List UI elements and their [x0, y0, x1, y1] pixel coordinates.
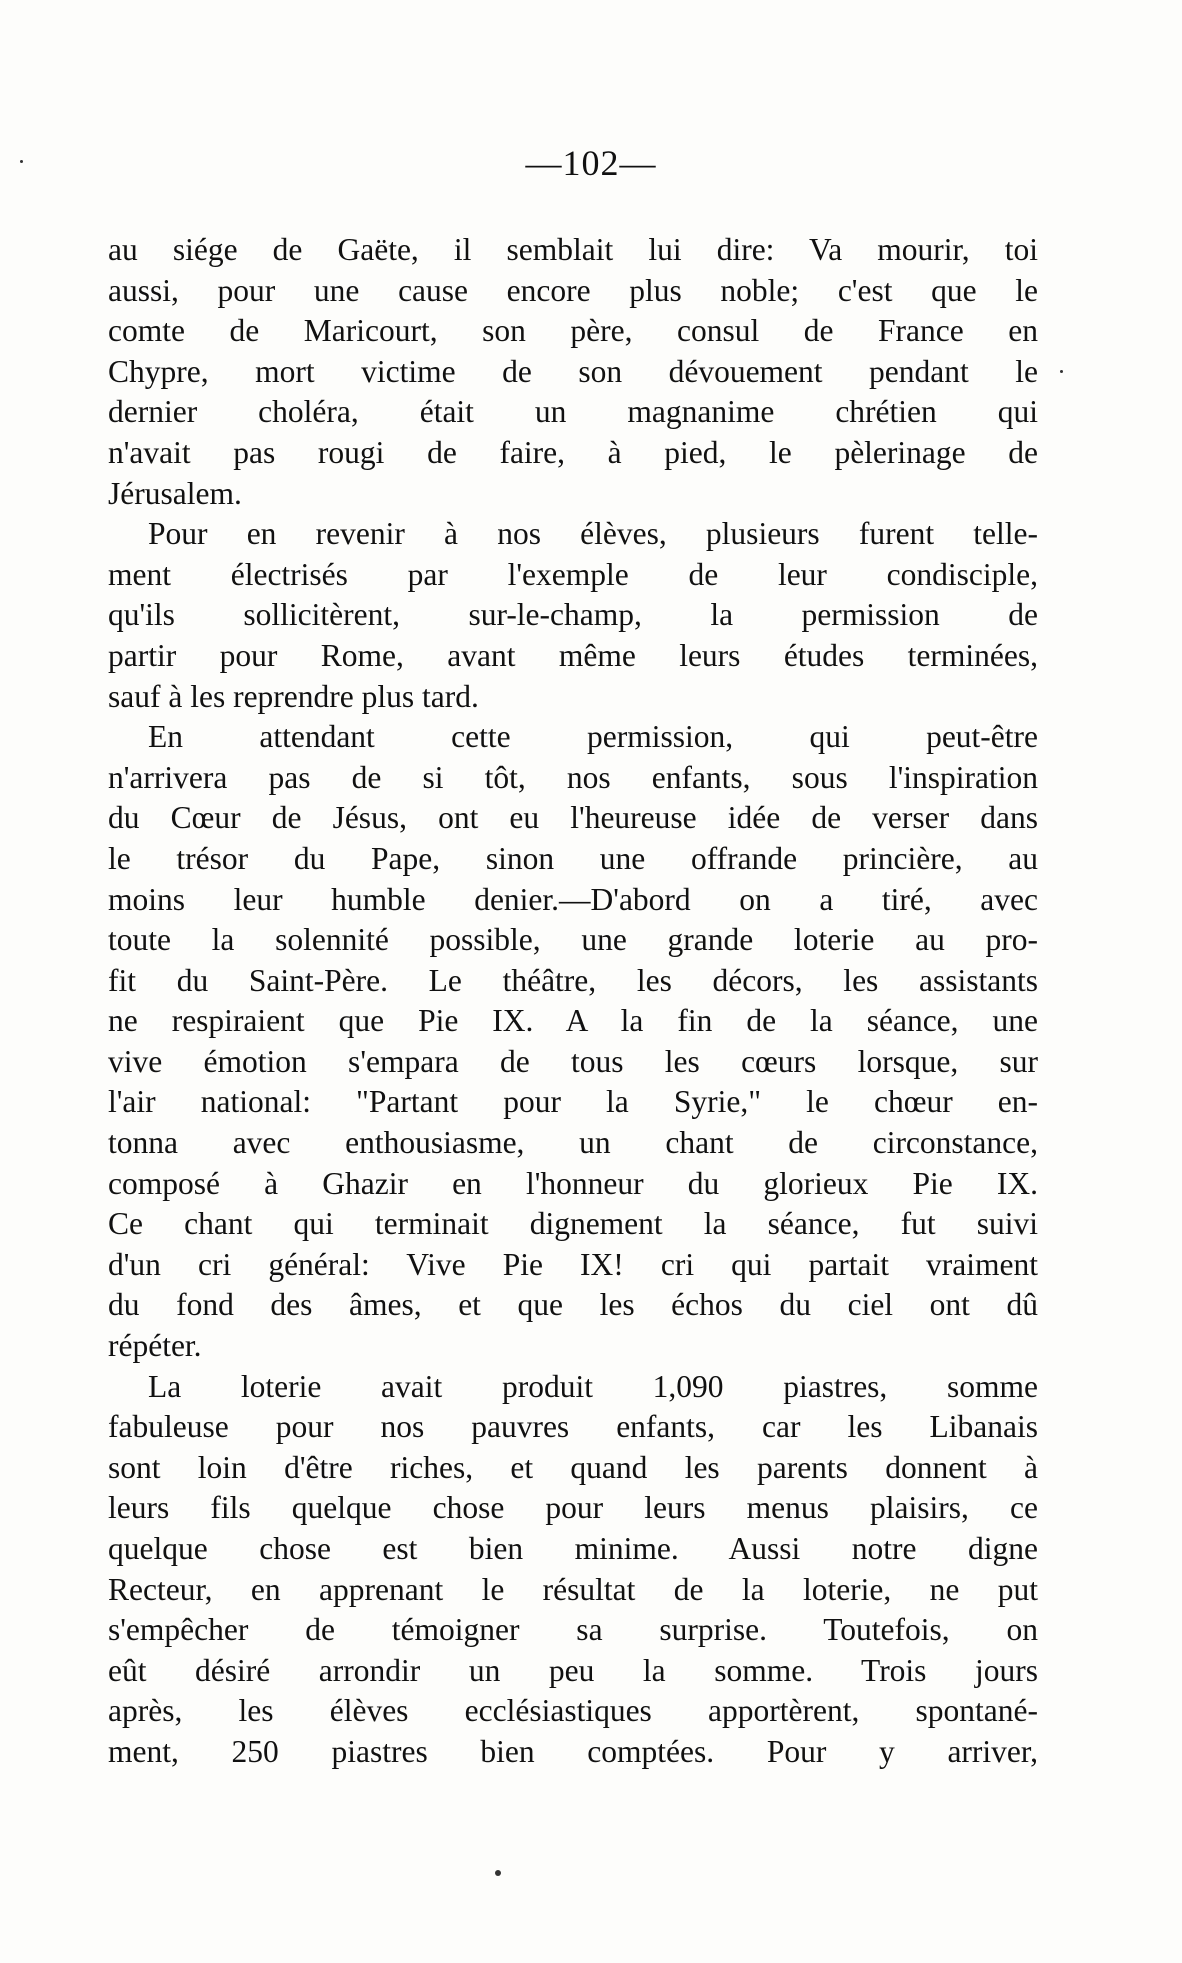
text-line: du fond des âmes, et que les échos du ciel ont dû: [108, 1287, 1038, 1323]
text-line: du Cœur de Jésus, ont eu l'heureuse idée de verser dans: [108, 800, 1038, 836]
text-line: sont loin d'être riches, et quand les parents donnent à: [108, 1449, 1038, 1485]
text-line: fabuleuse pour nos pauvres enfants, car les Libanais: [108, 1409, 1038, 1445]
text-line: Chypre, mort victime de son dévouement pendant le: [108, 353, 1038, 389]
page-number: —102—: [525, 143, 657, 183]
text-line: Jérusalem.: [108, 475, 242, 511]
text-line: fit du Saint-Père. Le théâtre, les décors, les assistants: [108, 962, 1038, 998]
body-text: [108, 230, 1038, 1773]
text-line: Recteur, en apprenant le résultat de la loterie, ne put: [108, 1571, 1038, 1607]
text-line: s'empêcher de témoigner sa surprise. Toutefois, on: [108, 1612, 1038, 1648]
text-line: composé à Ghazir en l'honneur du glorieux Pie IX.: [108, 1165, 1038, 1201]
text-line: toute la solennité possible, une grande loterie au pro-: [108, 922, 1038, 958]
text-line: ment électrisés par l'exemple de leur condisciple,: [108, 556, 1038, 592]
text-line: après, les élèves ecclésiastiques apportèrent, spontané-: [108, 1693, 1038, 1729]
text-line: l'air national: "Partant pour la Syrie," le chœur en-: [108, 1084, 1038, 1120]
text-line: répéter.: [108, 1328, 202, 1364]
ink-speck: [1060, 370, 1063, 373]
text-line: n'avait pas rougi de faire, à pied, le pèlerinage de: [108, 434, 1038, 470]
ink-speck: [495, 1870, 501, 1876]
text-line: tonna avec enthousiasme, un chant de circonstance,: [108, 1125, 1038, 1161]
text-line: comte de Maricourt, son père, consul de France en: [108, 313, 1038, 349]
text-line: au siége de Gaëte, il semblait lui dire: Va mourir, toi: [108, 232, 1038, 267]
ink-speck: [20, 160, 23, 163]
text-line: qu'ils sollicitèrent, sur-le-champ, la permission de: [108, 597, 1038, 633]
text-line: le trésor du Pape, sinon une offrande princière, au: [108, 840, 1038, 876]
text-line: aussi, pour une cause encore plus noble; c'est que le: [108, 272, 1038, 308]
text-line: quelque chose est bien minime. Aussi notre digne: [108, 1531, 1038, 1566]
text-line: Ce chant qui terminait dignement la séance, fut suivi: [108, 1206, 1038, 1242]
text-line: En attendant cette permission, qui peut-être: [148, 719, 1038, 755]
text-line: moins leur humble denier.—D'abord on a tiré, avec: [108, 881, 1038, 917]
text-line: ment, 250 piastres bien comptées. Pour y arriver,: [108, 1733, 1038, 1769]
text-line: n'arrivera pas de si tôt, nos enfants, sous l'inspiration: [108, 759, 1038, 795]
text-line: La loterie avait produit 1,090 piastres, somme: [148, 1368, 1038, 1404]
text-line: ne respiraient que Pie IX. A la fin de la séance, une: [108, 1003, 1038, 1039]
text-line: dernier choléra, était un magnanime chrétien qui: [108, 394, 1038, 430]
text-line: sauf à les reprendre plus tard.: [108, 678, 479, 714]
text-line: Pour en revenir à nos élèves, plusieurs furent telle-: [148, 516, 1038, 552]
text-line: partir pour Rome, avant même leurs études terminées,: [108, 637, 1038, 673]
text-line: d'un cri général: Vive Pie IX! cri qui partait vraiment: [108, 1246, 1038, 1282]
text-line: vive émotion s'empara de tous les cœurs lorsque, sur: [108, 1043, 1038, 1079]
text-line: eût désiré arrondir un peu la somme. Trois jours: [108, 1652, 1038, 1688]
text-line: leurs fils quelque chose pour leurs menus plaisirs, ce: [108, 1490, 1038, 1526]
